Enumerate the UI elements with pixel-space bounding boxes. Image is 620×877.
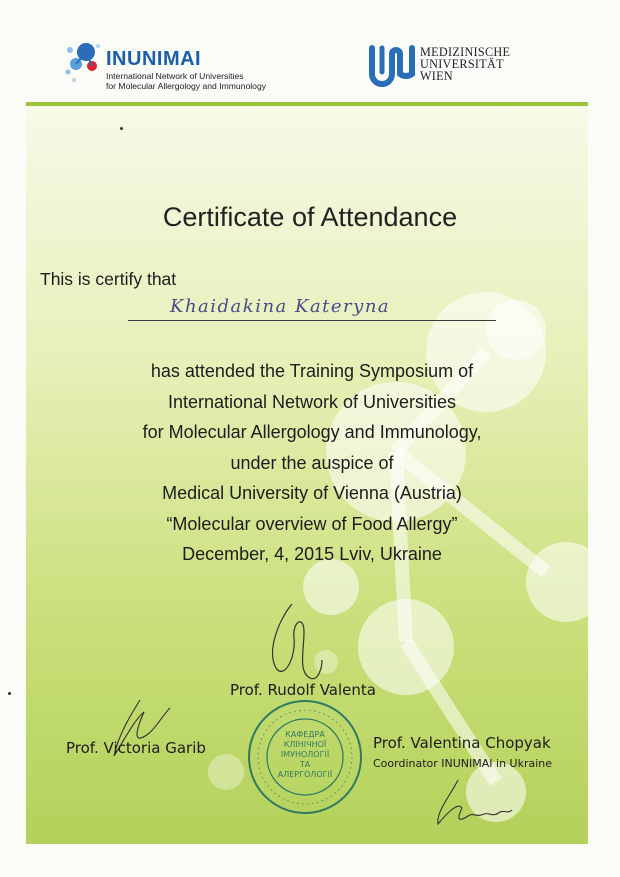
stamp-line: АЛЕРГОЛОГІЇ [277, 770, 333, 779]
inunimai-subtitle [106, 71, 266, 91]
certify-intro: This is certify that [40, 269, 177, 289]
certificate-body [0, 356, 620, 570]
body-line: December, 4, 2015 Lviv, Ukraine [182, 544, 442, 564]
official-stamp [246, 698, 364, 816]
stamp-text [246, 730, 364, 780]
inunimai-logo [62, 36, 282, 96]
signatory-valenta: Prof. Rudolf Valenta [230, 681, 376, 699]
body-line: has attended the Training Symposium of [150, 361, 474, 381]
body-line: Medical University of Vienna (Austria) [162, 483, 462, 503]
recipient-name: Khaidakina Kateryna [170, 296, 391, 317]
signatory-chopyak-role: Coordinator INUNIMAI in Ukraine [373, 757, 553, 770]
body-line: “Molecular overview of Food Allergy” [166, 513, 458, 534]
meduni-name-line2: UNIVERSITÄT [420, 57, 504, 71]
garib-signature [96, 690, 176, 770]
meduni-name-line1: MEDIZINISCHE [420, 45, 511, 59]
meduni-emblem-icon [368, 42, 416, 88]
card-top-border [26, 102, 588, 106]
valenta-signature [262, 598, 332, 688]
recipient-underline [128, 320, 496, 321]
signatory-chopyak: Prof. Valentina Chopyak [373, 734, 551, 752]
inunimai-subtitle-line1: International Network of Universities [106, 71, 244, 81]
body-line: under the auspice of [230, 452, 394, 473]
chopyak-signature [428, 772, 518, 836]
stamp-line: ТА [299, 760, 311, 769]
meduni-name [420, 46, 510, 82]
molecule-logo-icon [62, 36, 106, 86]
stamp-line: КАФЕДРА [285, 730, 325, 739]
meduni-name-line3: WIEN [420, 69, 454, 83]
scan-speck [8, 692, 11, 695]
scan-speck [120, 127, 123, 130]
certificate-title: Certificate of Attendance [162, 202, 458, 232]
stamp-line: ІМУНОЛОГІЇ [280, 750, 330, 759]
inunimai-subtitle-line2: for Molecular Allergology and Immunology [106, 81, 267, 91]
meduni-wien-logo [368, 42, 528, 92]
stamp-line: КЛІНІЧНОЇ [283, 740, 327, 749]
body-line: for Molecular Allergology and Immunology, [142, 422, 482, 442]
inunimai-brand: INUNIMAI [106, 48, 202, 70]
body-line: International Network of Universities [167, 391, 457, 412]
signatory-garib: Prof. Victoria Garib [66, 739, 206, 757]
